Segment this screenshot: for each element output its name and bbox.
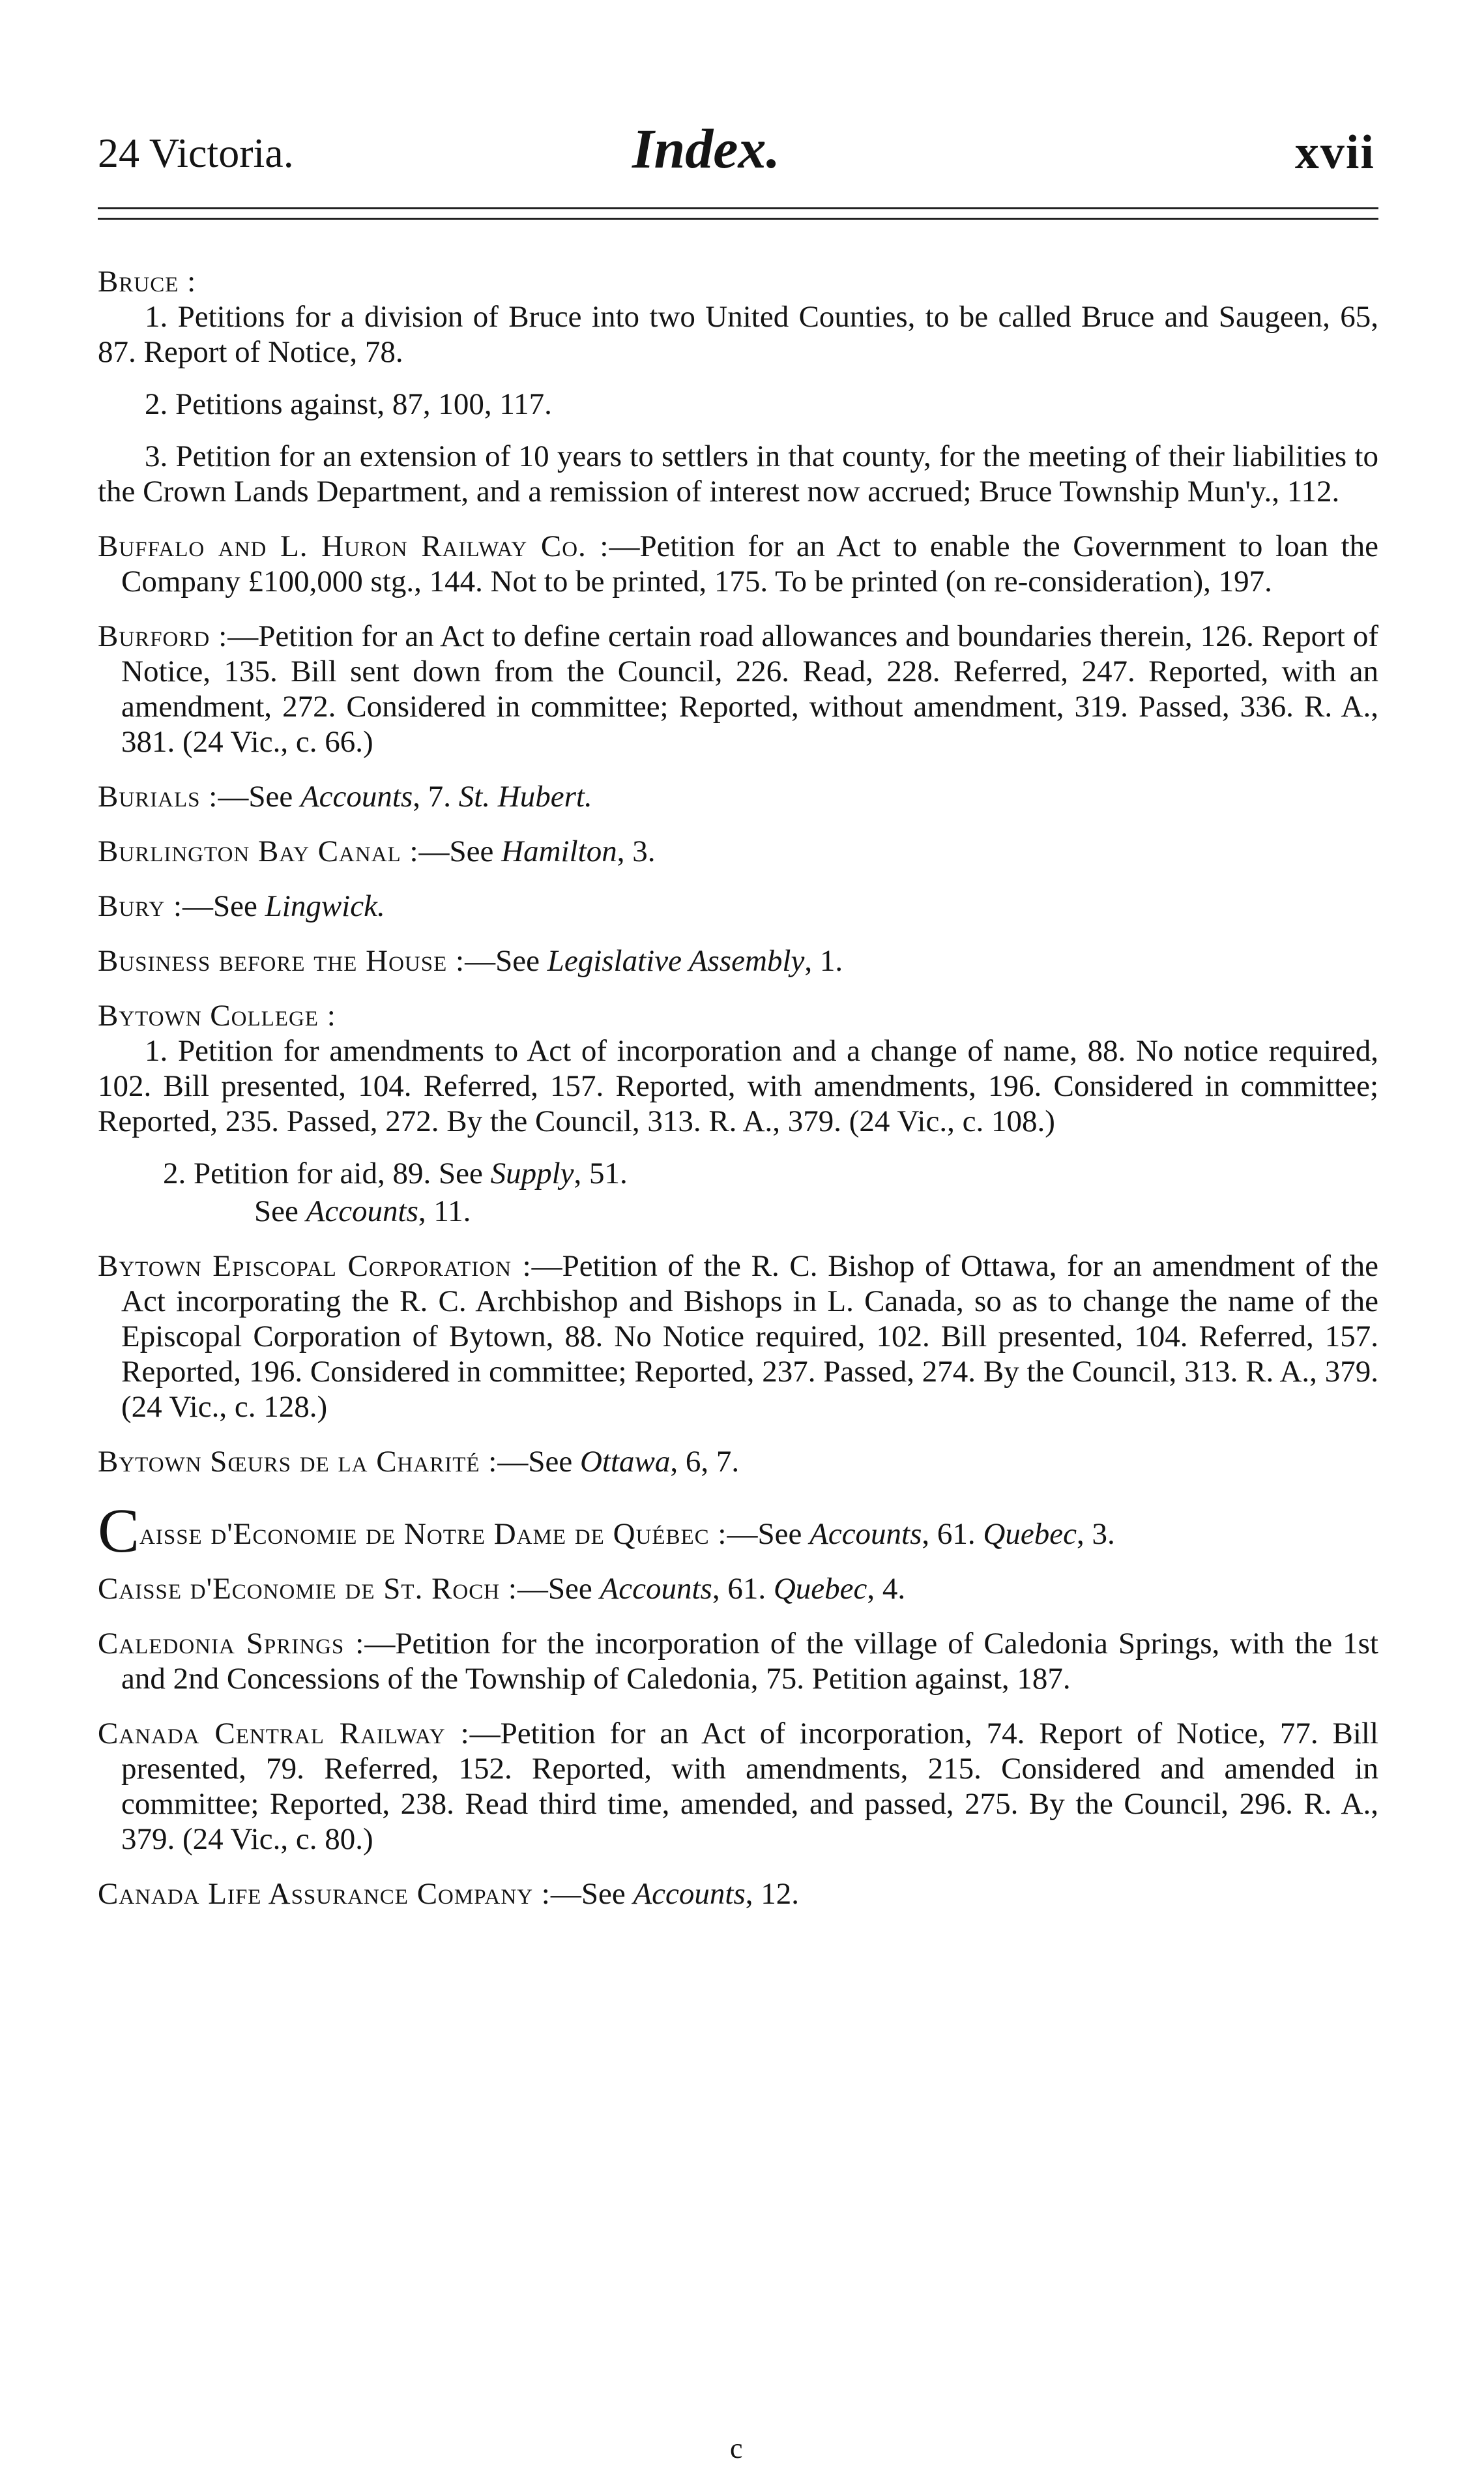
- entry-text: , 12.: [745, 1877, 799, 1911]
- entry-text: —Petition for an Act to define certain road allowances and boundaries therein, 126. Report of Notice, 135. Bill sent down from the Council, 226. Read, 228. Referred, 247. Reported, with an amendment, 272. Considered in committee; Reported, without amendment, 319. Passed, 336. R. A., 381. (24 Vic., c. 66.): [121, 619, 1378, 759]
- entry-text: —Petition for an Act to enable the Government to loan the Company £100,000 stg., 144. Not to be printed, 175. To be printed (on re-consideration), 197.: [121, 529, 1379, 598]
- cross-reference: Legislative Assembly: [547, 944, 805, 978]
- entry-text: —See: [550, 1877, 633, 1911]
- entry-text: , 3.: [1076, 1517, 1115, 1551]
- header-volume: 24 Victoria.: [98, 130, 294, 176]
- cross-reference: Hamilton: [501, 834, 617, 868]
- entry-burford: [98, 619, 1378, 760]
- sub-entry: 2. Petitions against, 87, 100, 117.: [145, 387, 552, 421]
- entry-business-before-house: [98, 943, 1378, 979]
- header-rule-top: [98, 207, 1378, 209]
- entry-heading: Caisse d'Economie de St. Roch :: [98, 1572, 517, 1606]
- entry-caledonia-springs: [98, 1626, 1378, 1696]
- cross-reference: Lingwick.: [265, 889, 385, 923]
- entry-heading: Canada Central Railway :: [98, 1717, 470, 1750]
- entry-heading: Caledonia Springs :: [98, 1627, 365, 1661]
- entry-caisse-st-roch: [98, 1571, 1378, 1606]
- entry-text: —Petition for the incorporation of the village of Caledonia Springs, with the 1st and 2nd Concessions of the Township of Caledonia, 75. Petition against, 187.: [121, 1627, 1378, 1696]
- entry-bytown-college: [98, 998, 1378, 1229]
- entry-heading: Bytown Sœurs de la Charité :: [98, 1445, 498, 1479]
- index-entries: [98, 264, 1378, 1931]
- entry-text: —Petition of the R. C. Bishop of Ottawa, for an amendment of the Act incorporating the R. C. Archbishop and Bishops in L. Canada, so as to change the name of the Episcopal Corporation of Bytown, 88. No Notice required, 102. Bill presented, 104. Referred, 157. Reported, 196. Considered in committee; Reported, 237. Passed, 274. By the Council, 313. R. A., 379. (24 Vic., c. 128.): [121, 1249, 1378, 1424]
- header-rule-bottom: [98, 218, 1378, 220]
- cross-reference: Quebec: [983, 1517, 1077, 1551]
- entry-caisse-notre-dame-quebec: [98, 1496, 1378, 1565]
- entry-heading: Bury :: [98, 889, 183, 923]
- entry-text: See: [254, 1194, 306, 1228]
- sub-entry: [98, 1156, 1378, 1191]
- entry-heading: Canada Life Assurance Company :: [98, 1877, 551, 1911]
- entry-text: , 61.: [922, 1517, 983, 1551]
- entry-text: —See: [727, 1517, 810, 1551]
- entry-buffalo-huron-railway: [98, 529, 1378, 599]
- entry-text: , 11.: [418, 1194, 471, 1228]
- cross-reference: Accounts: [600, 1572, 712, 1606]
- entry-text: —See: [497, 1445, 580, 1479]
- entry-burlington-bay-canal: [98, 834, 1378, 869]
- sub-entry: 1. Petition for amendments to Act of incorporation and a change of name, 88. No notice required, 102. Bill presented, 104. Referred, 157. Reported, with amendments, 196. Considered in committee; Reported, 235. Passed, 272. By the Council, 313. R. A., 379. (24 Vic., c. 108.): [98, 1034, 1378, 1138]
- entry-heading: Buffalo and L. Huron Railway Co. :: [98, 529, 609, 563]
- entry-text: , 3.: [617, 834, 656, 868]
- entry-heading: Burlington Bay Canal :: [98, 834, 419, 868]
- sub-entry: [98, 1194, 1378, 1229]
- cross-reference: Ottawa: [579, 1445, 671, 1479]
- entry-text: —Petition for an Act of incorporation, 74. Report of Notice, 77. Bill presented, 79. Referred, 152. Reported, with amendments, 215. Considered and amended in committee; Reported, 238. Read third time, amended, and passed, 275. By the Council, 296. R. A., 379. (24 Vic., c. 80.): [121, 1717, 1379, 1856]
- entry-bury: [98, 889, 1378, 924]
- entry-text: 2. Petition for aid, 89. See: [163, 1157, 491, 1190]
- entry-heading: Business before the House :: [98, 944, 465, 978]
- cross-reference: Accounts: [633, 1877, 746, 1911]
- entry-heading: Bruce :: [98, 265, 197, 299]
- entry-heading: Bytown College :: [98, 999, 336, 1033]
- entry-text: —See: [218, 780, 300, 814]
- cross-reference: Accounts: [306, 1194, 418, 1228]
- entry-heading: Bytown Episcopal Corporation :: [98, 1249, 532, 1283]
- entry-text: —See: [182, 889, 265, 923]
- entry-text: , 4.: [867, 1572, 906, 1606]
- entry-text: —See: [517, 1572, 600, 1606]
- cross-reference: Quebec: [773, 1572, 867, 1606]
- entry-text: , 61.: [712, 1572, 774, 1606]
- entry-bytown-soeurs-charite: [98, 1444, 1378, 1479]
- cross-reference: Accounts: [300, 780, 413, 814]
- entry-burials: [98, 779, 1378, 814]
- entry-bruce: [98, 264, 1378, 509]
- entry-text: —See: [465, 944, 547, 978]
- header-page-number: xvii: [1294, 126, 1375, 179]
- section-initial: C: [98, 1496, 140, 1565]
- entry-text: , 6, 7.: [670, 1445, 740, 1479]
- cross-reference: Supply: [490, 1157, 574, 1190]
- header-title: Index.: [632, 117, 780, 180]
- entry-heading: aisse d'Economie de Notre Dame de Québec :: [139, 1517, 727, 1551]
- entry-text: —See: [418, 834, 502, 868]
- signature-mark: c: [730, 2432, 743, 2464]
- entry-heading: Burials :: [98, 780, 218, 814]
- sub-entry: 1. Petitions for a division of Bruce into two United Counties, to be called Bruce and Saugeen, 65, 87. Report of Notice, 78.: [98, 300, 1378, 369]
- entry-canada-life-assurance: [98, 1876, 1378, 1911]
- entry-text: , 51.: [574, 1157, 628, 1190]
- entry-heading: Burford :: [98, 619, 228, 653]
- sub-entry: 3. Petition for an extension of 10 years to settlers in that county, for the meeting of their liabilities to the Crown Lands Department, and a remission of interest now accrued; Bruce Township Mun'y., 112.: [98, 439, 1378, 509]
- cross-reference: Accounts: [809, 1517, 922, 1551]
- cross-reference: St. Hubert.: [458, 780, 592, 814]
- running-head: [98, 116, 1375, 194]
- entry-bytown-episcopal-corporation: [98, 1248, 1378, 1424]
- entry-text: , 1.: [804, 944, 843, 978]
- entry-text: , 7.: [413, 780, 459, 814]
- entry-canada-central-railway: [98, 1716, 1378, 1857]
